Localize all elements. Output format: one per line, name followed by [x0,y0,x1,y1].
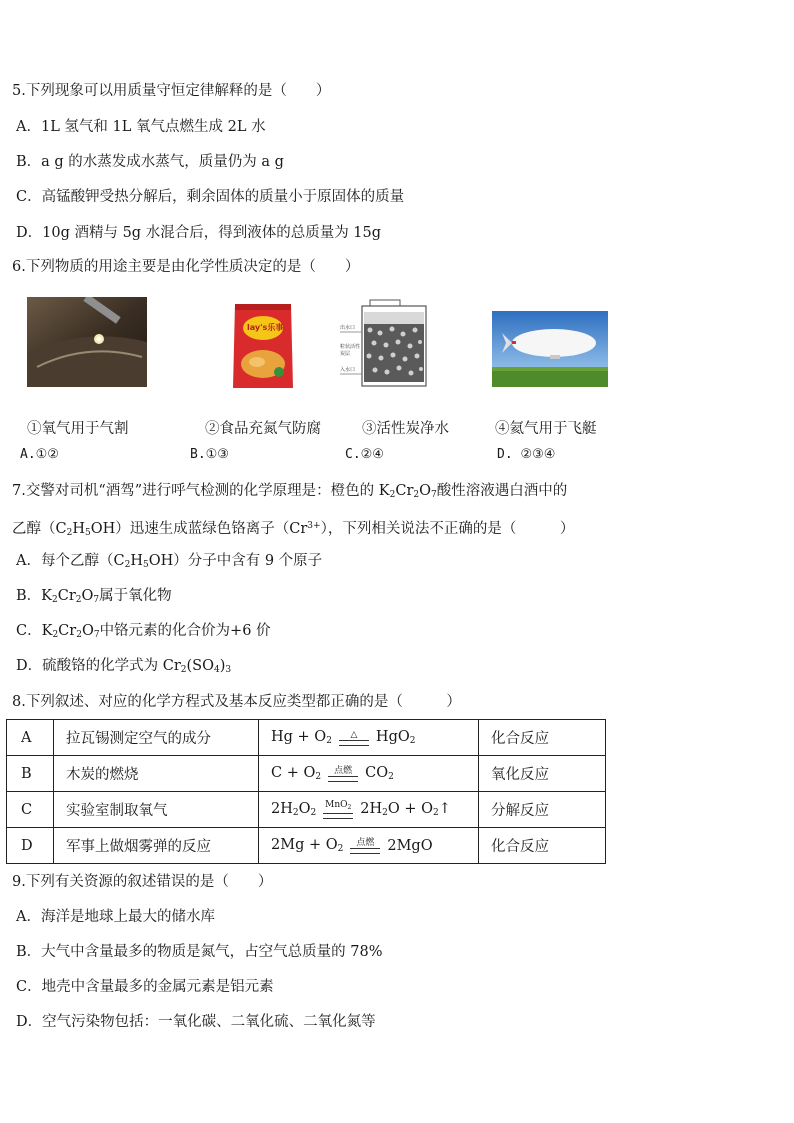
q7-option-c: C．$K_2Cr_2O_7$中铬元素的化合价为+6 价 [16,623,271,640]
q7-option-a: A．每个乙醇$(C_2H_5OH)$分子中含有 9 个原子 [16,553,323,570]
filter-label-mid: 粒状活性炭层 [340,344,361,357]
chip-bag-photo [227,302,299,390]
q6-caption-1: ①氧气用于气割 [27,421,129,437]
q6-choice-a: A.①② [20,447,59,462]
row-label: A [7,720,54,756]
q7-stem-line2: 乙醇$(C_2H_5OH)$迅速生成蓝绿色铬离子$(Cr^{3+})$，下列相关说法不正确的是（ ） [12,521,575,538]
table-row [7,792,606,828]
row-equation: $2H_2O_2$ MnO$_2$ $2H_2O$ + $O_2↑$ [259,792,479,828]
row-equation: $C + O_2$ 点燃 $CO_2$ [259,756,479,792]
row-label: B [7,756,54,792]
row-label: D [7,828,54,864]
table-row [7,720,606,756]
row-equation: $2Mg + O_2$ 点燃 2MgO [259,828,479,864]
q6-stem: 6.下列物质的用途主要是由化学性质决定的是（ ） [12,259,360,275]
q9-option-b: B．大气中含量最多的物质是氮气，占空气总质量的 78% [16,944,383,960]
q5-option-c: C．高锰酸钾受热分解后，剩余固体的质量小于原固体的质量 [16,189,405,205]
filter-label-bottom: 入水口 [340,367,356,373]
gas-cutting-photo [27,297,147,387]
row-description: 拉瓦锡测定空气的成分 [54,720,259,756]
row-reaction-type: 分解反应 [479,792,606,828]
chip-bag-brand: lay's乐事 [247,323,284,332]
q6-caption-2: ②食品充氮气防腐 [205,421,321,437]
row-reaction-type: 化合反应 [479,720,606,756]
row-description: 军事上做烟雾弹的反应 [54,828,259,864]
q6-caption-3: ③活性炭净水 [362,421,449,437]
q6-choice-b: B.①③ [190,447,229,462]
q6-choice-d: D. ②③④ [497,447,556,462]
table-row [7,756,606,792]
carbon-filter-diagram [340,298,432,390]
q6-choice-c: C.②④ [345,447,384,462]
q6-caption-4: ④氦气用于飞艇 [495,421,597,437]
q9-option-a: A．海洋是地球上最大的储水库 [16,909,215,925]
q5-stem: 5.下列现象可以用质量守恒定律解释的是（ ） [12,83,331,99]
airship-photo [492,311,608,387]
q7-stem-line1: 7.交警对司机“酒驾”进行呼气检测的化学原理是：橙色的 $K_2Cr_2O_7$酸性溶液遇白酒中的 [12,483,568,500]
q9-option-d: D．空气污染物包括：一氧化碳、二氧化硫、二氧化氮等 [16,1014,376,1030]
q7-option-b: B．$K_2Cr_2O_7$属于氧化物 [16,588,172,605]
q5-option-d: D．10g 酒精与 5g 水混合后，得到液体的总质量为 15g [16,225,382,241]
q5-option-a: A．1L 氢气和 1L 氧气点燃生成 2L 水 [16,119,266,135]
row-description: 木炭的燃烧 [54,756,259,792]
q5-option-b: B．a g 的水蒸发成水蒸气，质量仍为 a g [16,154,284,170]
q8-stem: 8.下列叙述、对应的化学方程式及基本反应类型都正确的是（ ） [12,694,461,710]
q7-option-d: D．硫酸铬的化学式为 $Cr_2(SO_4)_3$ [16,658,232,675]
q9-stem: 9.下列有关资源的叙述错误的是（ ） [12,874,273,890]
row-reaction-type: 化合反应 [479,828,606,864]
table-row [7,828,606,864]
row-reaction-type: 氧化反应 [479,756,606,792]
filter-label-top: 出水口 [340,325,356,331]
equation-table [6,719,606,864]
row-description: 实验室制取氧气 [54,792,259,828]
row-label: C [7,792,54,828]
q9-option-c: C．地壳中含量最多的金属元素是铝元素 [16,979,274,995]
row-equation: $Hg + O_2$ △ HgO$_2$ [259,720,479,756]
